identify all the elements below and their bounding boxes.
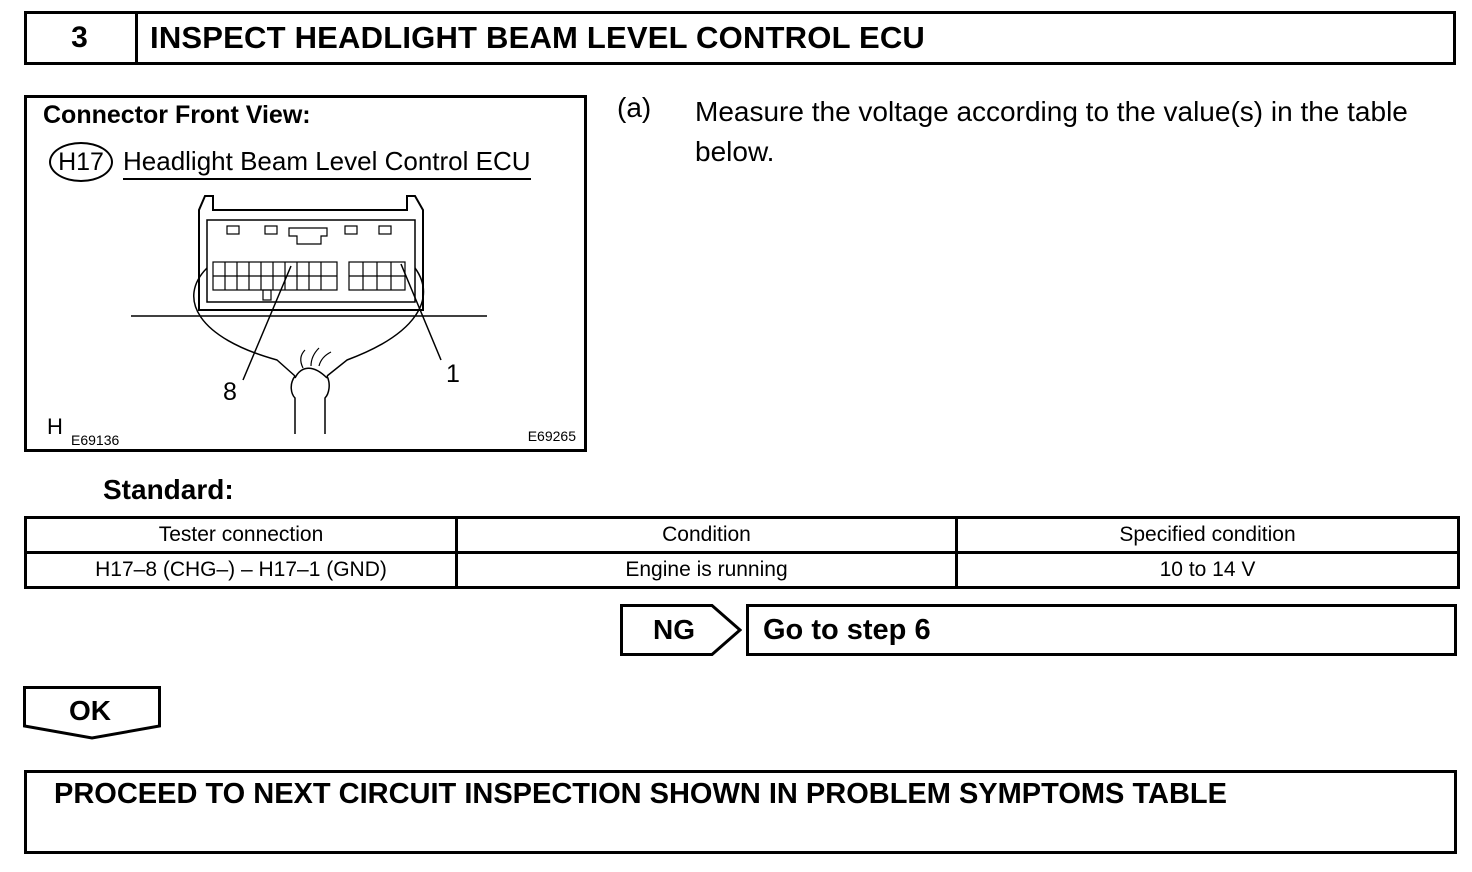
table-row <box>26 553 1459 588</box>
ng-label: NG <box>653 614 695 645</box>
connector-id-badge: H17 <box>49 142 113 182</box>
ok-label: OK <box>69 695 111 726</box>
pin-label-1: 1 <box>446 360 460 388</box>
pin-label-8: 8 <box>223 378 237 406</box>
column-header: Specified condition <box>957 518 1459 553</box>
table-cell: 10 to 14 V <box>957 553 1459 588</box>
standard-table <box>24 516 1460 589</box>
step-number: 3 <box>24 11 138 65</box>
figure-code-right: E69265 <box>527 428 576 444</box>
instruction-text: Measure the voltage according to the value(s) in the table below. <box>695 96 1408 167</box>
table-cell: Engine is running <box>457 553 957 588</box>
figure-heading: Connector Front View: <box>43 101 311 129</box>
connector-figure <box>24 95 587 452</box>
column-header: Tester connection <box>26 518 457 553</box>
proceed-text: PROCEED TO NEXT CIRCUIT INSPECTION SHOWN IN PROBLEM SYMPTOMS TABLE <box>54 778 1227 810</box>
figure-code-left: E69136 <box>71 432 120 448</box>
column-header: Condition <box>457 518 957 553</box>
instruction-marker: (a) <box>617 92 652 123</box>
standard-label: Standard: <box>103 474 234 505</box>
connector-name: Headlight Beam Level Control ECU <box>123 146 531 180</box>
table-cell: H17–8 (CHG–) – H17–1 (GND) <box>26 553 457 588</box>
step-title: INSPECT HEADLIGHT BEAM LEVEL CONTROL ECU <box>150 20 926 55</box>
ng-target-link[interactable]: Go to step 6 <box>746 604 1457 656</box>
table-header-row <box>26 518 1459 553</box>
figure-corner-letter: H <box>47 414 63 439</box>
